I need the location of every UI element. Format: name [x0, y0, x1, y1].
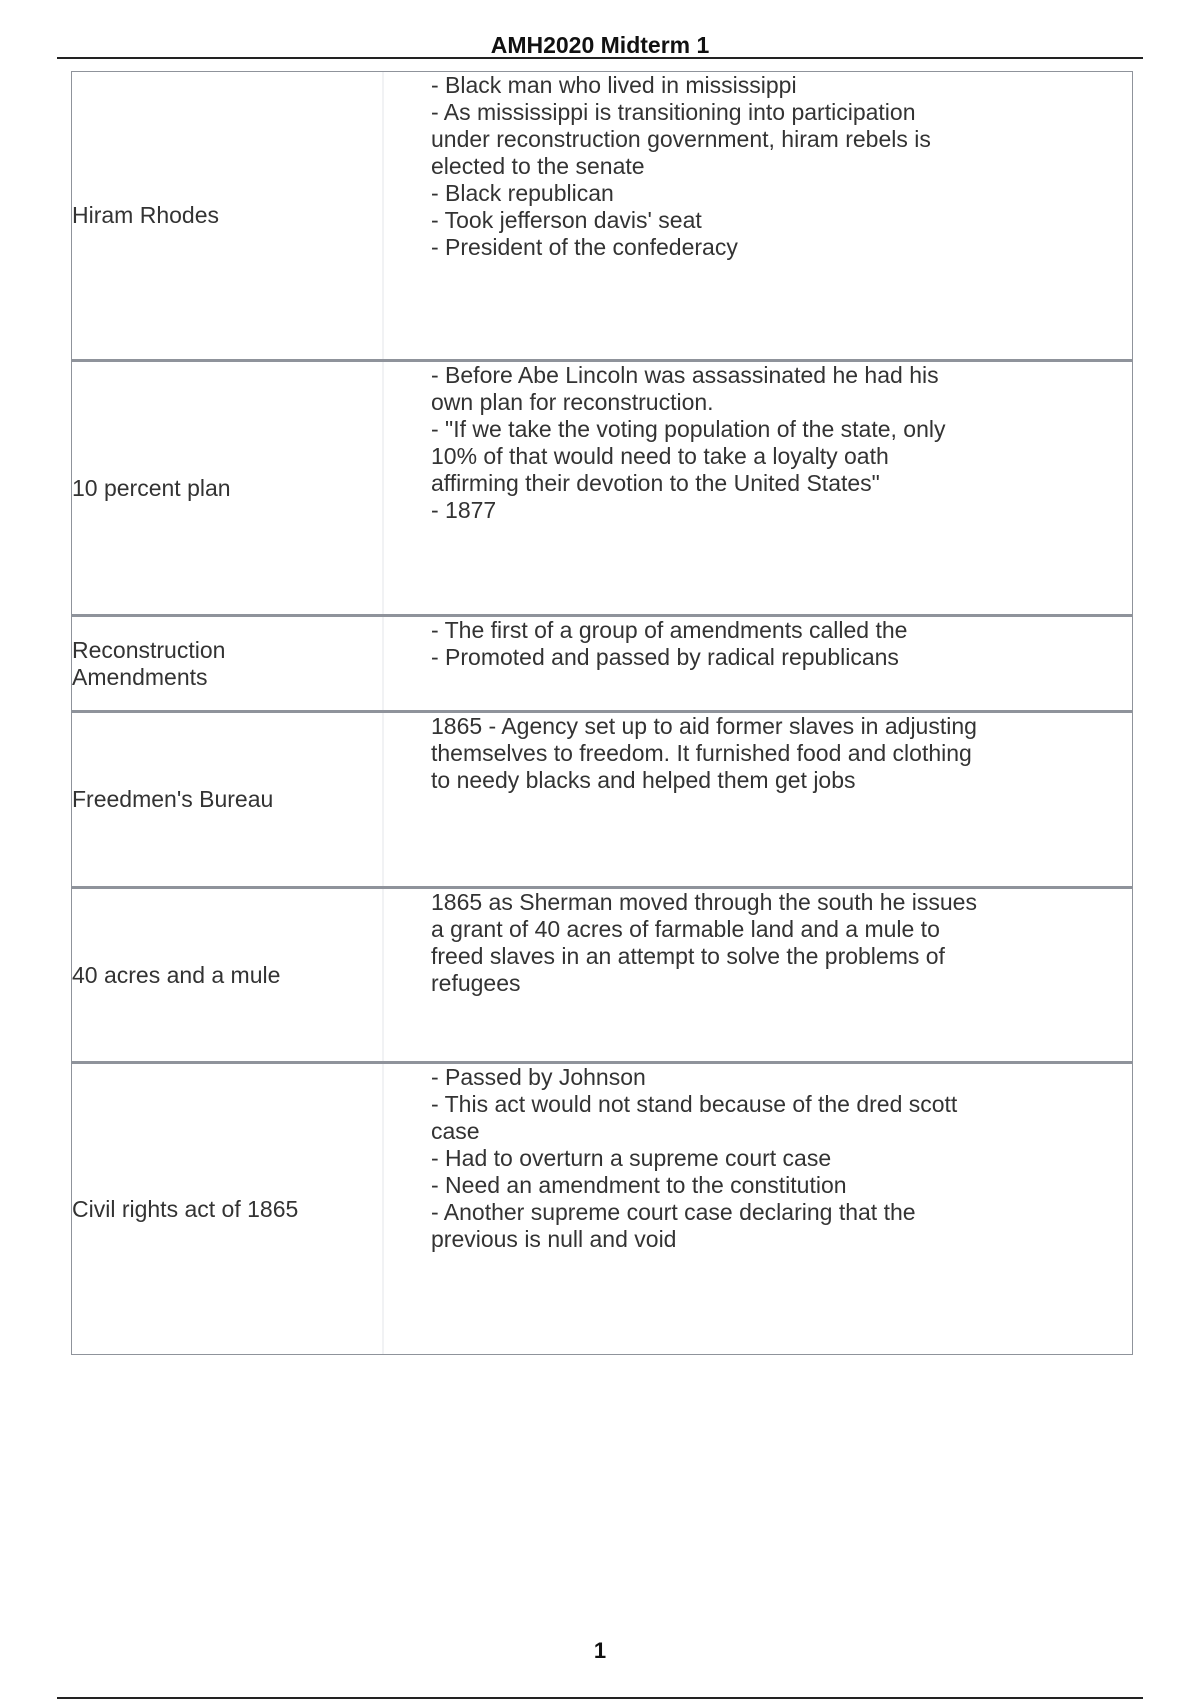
description-line: - Took jefferson davis' seat [431, 207, 702, 233]
term-text: Reconstruction Amendments [72, 636, 226, 690]
table-row [72, 889, 1132, 1064]
description-line: - Another supreme court case declaring that the [431, 1199, 916, 1225]
description-line: - The first of a group of amendments called the [431, 617, 908, 643]
term-text: Freedmen's Bureau [72, 786, 274, 812]
term-text: 40 acres and a mule [72, 961, 281, 988]
description-line: - "If we take the voting population of the state, only [431, 416, 946, 442]
description-line: case [431, 1118, 480, 1144]
table-row [72, 713, 1132, 889]
description-cell [384, 617, 1132, 710]
description-line: - This act would not stand because of the dred scott [431, 1091, 958, 1117]
document-title: AMH2020 Midterm 1 [490, 32, 710, 58]
table-row [72, 72, 1132, 362]
description-line: affirming their devotion to the United States" [431, 470, 880, 496]
description-line: - 1877 [431, 497, 497, 523]
description-line: - Promoted and passed by radical republicans [431, 644, 899, 670]
term-cell [72, 889, 384, 1061]
table-row [72, 1064, 1132, 1354]
description-line: themselves to freedom. It furnished food and clothing [431, 740, 972, 766]
description-cell [384, 889, 1132, 1061]
term-cell [72, 713, 384, 886]
table-row [72, 617, 1132, 713]
table-row [72, 362, 1132, 617]
description-line: a grant of 40 acres of farmable land and a mule to [431, 916, 940, 942]
description-line: - Passed by Johnson [431, 1064, 646, 1090]
description-cell [384, 72, 1132, 359]
description-line: - Black man who lived in mississippi [431, 72, 797, 98]
description-cell [384, 362, 1132, 614]
term-cell [72, 362, 384, 614]
description-line: under reconstruction government, hiram rebels is [431, 126, 931, 152]
description-line: freed slaves in an attempt to solve the problems of [431, 943, 945, 969]
description-cell [384, 713, 1132, 886]
description-line: - Before Abe Lincoln was assassinated he had his [431, 362, 939, 388]
description-line: 1865 - Agency set up to aid former slaves in adjusting [431, 713, 977, 739]
term-text: 10 percent plan [72, 474, 231, 501]
description-line: - Need an amendment to the constitution [431, 1172, 847, 1198]
description-line: - Had to overturn a supreme court case [431, 1145, 832, 1171]
description-line: own plan for reconstruction. [431, 389, 714, 415]
notes-table [71, 71, 1133, 1355]
description-line: - As mississippi is transitioning into participation [431, 99, 916, 125]
term-text: Civil rights act of 1865 [72, 1195, 299, 1222]
description-line: previous is null and void [431, 1226, 677, 1252]
description-line: - President of the confederacy [431, 234, 738, 260]
description-cell [384, 1064, 1132, 1354]
footer-divider [57, 1697, 1143, 1699]
header-divider [57, 57, 1143, 59]
page-number: 1 [593, 1638, 607, 1663]
term-text: Hiram Rhodes [72, 202, 219, 228]
description-line: 1865 as Sherman moved through the south he issues [431, 889, 977, 915]
description-line: to needy blacks and helped them get jobs [431, 767, 856, 793]
term-cell [72, 72, 384, 359]
description-line: 10% of that would need to take a loyalty oath [431, 443, 889, 469]
description-line: refugees [431, 970, 521, 996]
term-cell [72, 617, 384, 710]
term-cell [72, 1064, 384, 1354]
description-line: elected to the senate [431, 153, 645, 179]
description-line: - Black republican [431, 180, 614, 206]
